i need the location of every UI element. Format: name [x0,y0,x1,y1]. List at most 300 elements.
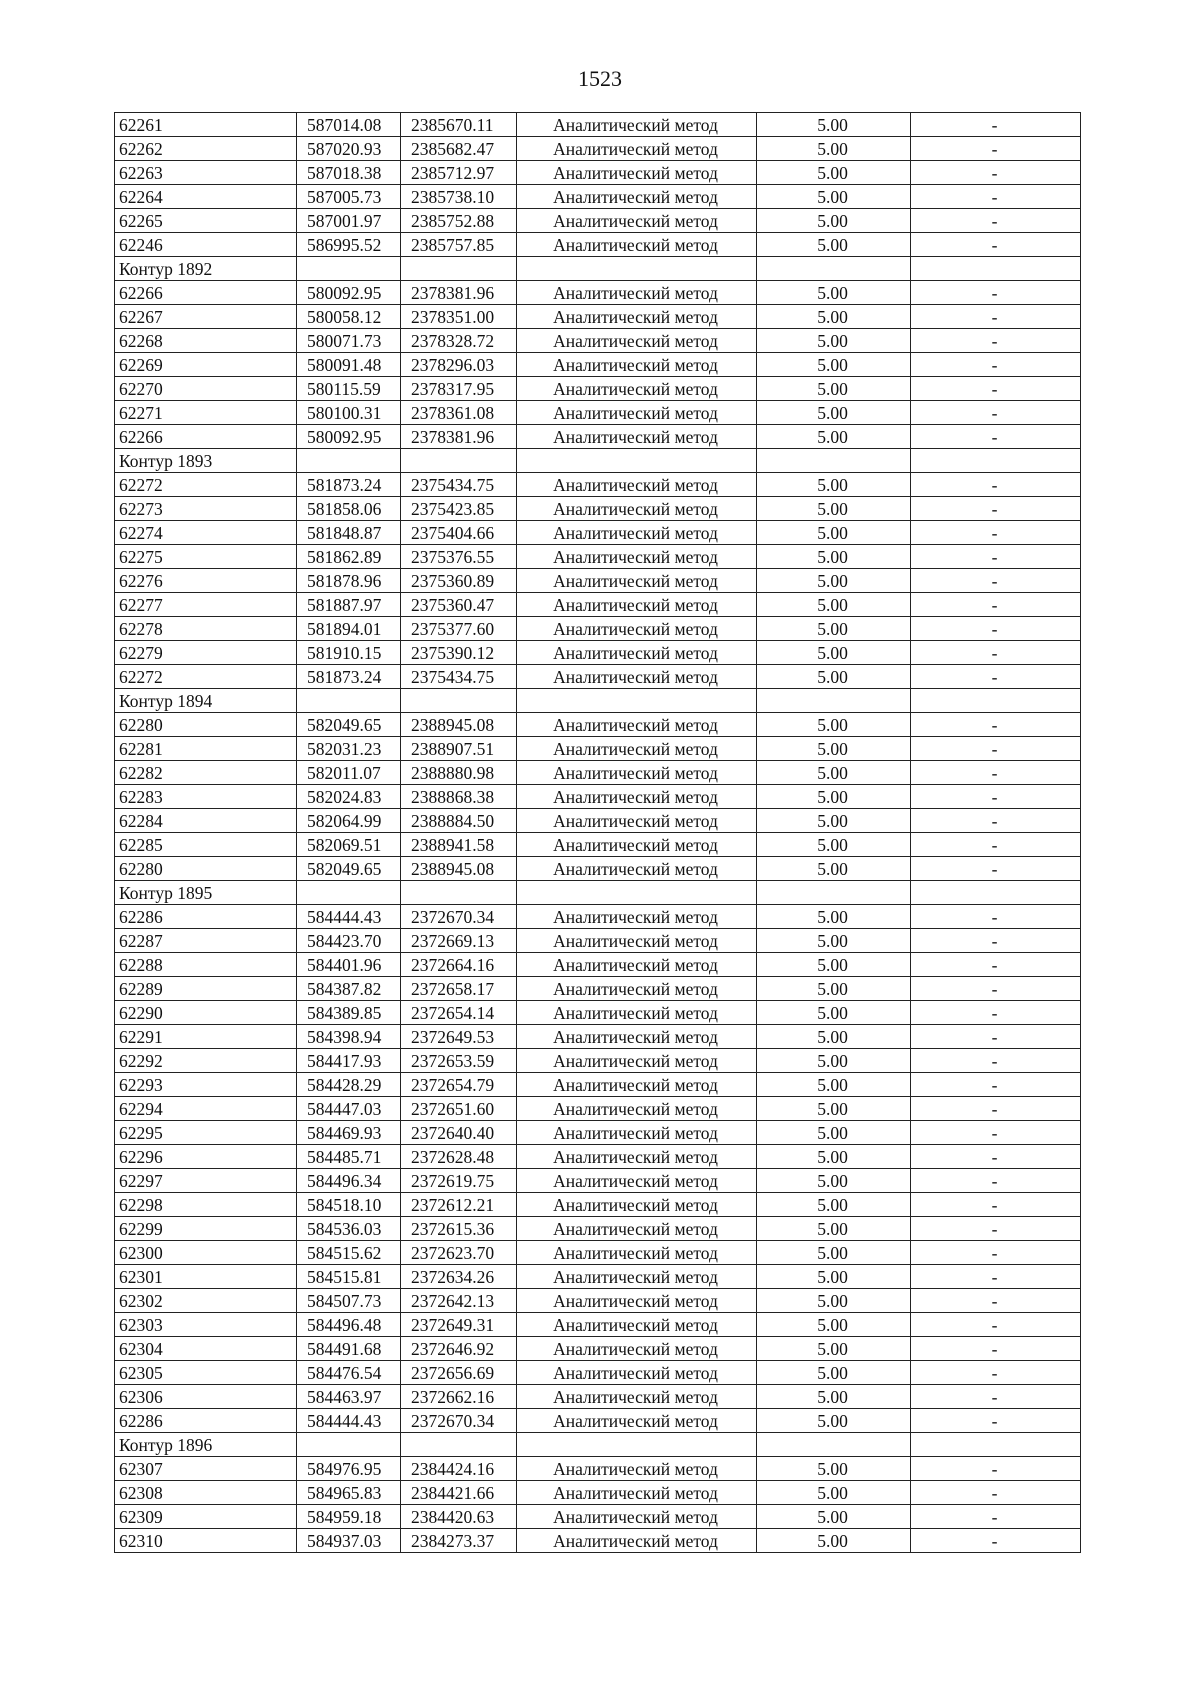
x-coordinate-cell: 584507.73 [297,1289,401,1313]
point-id-cell: 62286 [115,905,297,929]
y-coordinate-cell: 2385752.88 [401,209,517,233]
point-id-cell: 62292 [115,1049,297,1073]
extra-cell: - [911,1193,1081,1217]
point-id-cell: 62307 [115,1457,297,1481]
x-coordinate-cell: 582069.51 [297,833,401,857]
accuracy-cell: 5.00 [757,569,911,593]
extra-cell: - [911,1529,1081,1553]
table-row [115,1193,1081,1217]
table-row [115,1361,1081,1385]
table-row [115,1073,1081,1097]
y-coordinate-cell: 2378296.03 [401,353,517,377]
y-coordinate-cell: 2372649.53 [401,1025,517,1049]
method-cell: Аналитический метод [517,713,757,737]
extra-cell: - [911,1505,1081,1529]
y-coordinate-cell: 2372654.79 [401,1073,517,1097]
accuracy-cell: 5.00 [757,1097,911,1121]
extra-cell: - [911,185,1081,209]
method-cell: Аналитический метод [517,377,757,401]
y-coordinate-cell: 2375434.75 [401,473,517,497]
extra-cell: - [911,569,1081,593]
y-coordinate-cell: 2388945.08 [401,857,517,881]
empty-cell [401,257,517,281]
y-coordinate-cell: 2378381.96 [401,425,517,449]
extra-cell: - [911,1313,1081,1337]
y-coordinate-cell: 2375360.47 [401,593,517,617]
table-row [115,113,1081,137]
accuracy-cell: 5.00 [757,1337,911,1361]
extra-cell: - [911,305,1081,329]
method-cell: Аналитический метод [517,209,757,233]
method-cell: Аналитический метод [517,113,757,137]
accuracy-cell: 5.00 [757,401,911,425]
accuracy-cell: 5.00 [757,809,911,833]
point-id-cell: 62279 [115,641,297,665]
point-id-cell: 62262 [115,137,297,161]
extra-cell: - [911,1289,1081,1313]
method-cell: Аналитический метод [517,281,757,305]
accuracy-cell: 5.00 [757,1289,911,1313]
point-id-cell: 62295 [115,1121,297,1145]
accuracy-cell: 5.00 [757,1073,911,1097]
table-row [115,857,1081,881]
method-cell: Аналитический метод [517,617,757,641]
x-coordinate-cell: 584965.83 [297,1481,401,1505]
extra-cell: - [911,833,1081,857]
extra-cell: - [911,137,1081,161]
y-coordinate-cell: 2378317.95 [401,377,517,401]
method-cell: Аналитический метод [517,497,757,521]
table-row [115,833,1081,857]
x-coordinate-cell: 587018.38 [297,161,401,185]
y-coordinate-cell: 2372642.13 [401,1289,517,1313]
point-id-cell: 62293 [115,1073,297,1097]
y-coordinate-cell: 2378361.08 [401,401,517,425]
y-coordinate-cell: 2385712.97 [401,161,517,185]
accuracy-cell: 5.00 [757,1361,911,1385]
extra-cell: - [911,761,1081,785]
y-coordinate-cell: 2375423.85 [401,497,517,521]
y-coordinate-cell: 2372653.59 [401,1049,517,1073]
accuracy-cell: 5.00 [757,1049,911,1073]
y-coordinate-cell: 2372670.34 [401,1409,517,1433]
y-coordinate-cell: 2375434.75 [401,665,517,689]
point-id-cell: 62298 [115,1193,297,1217]
extra-cell: - [911,473,1081,497]
method-cell: Аналитический метод [517,857,757,881]
y-coordinate-cell: 2378351.00 [401,305,517,329]
extra-cell: - [911,545,1081,569]
empty-cell [911,449,1081,473]
extra-cell: - [911,233,1081,257]
x-coordinate-cell: 584444.43 [297,905,401,929]
y-coordinate-cell: 2385670.11 [401,113,517,137]
extra-cell: - [911,1145,1081,1169]
point-id-cell: 62310 [115,1529,297,1553]
method-cell: Аналитический метод [517,1241,757,1265]
point-id-cell: 62302 [115,1289,297,1313]
point-id-cell: 62303 [115,1313,297,1337]
accuracy-cell: 5.00 [757,641,911,665]
method-cell: Аналитический метод [517,785,757,809]
x-coordinate-cell: 584423.70 [297,929,401,953]
point-id-cell: 62272 [115,665,297,689]
y-coordinate-cell: 2372658.17 [401,977,517,1001]
table-row [115,761,1081,785]
point-id-cell: 62246 [115,233,297,257]
point-id-cell: 62282 [115,761,297,785]
point-id-cell: 62261 [115,113,297,137]
y-coordinate-cell: 2372634.26 [401,1265,517,1289]
table-row [115,1001,1081,1025]
accuracy-cell: 5.00 [757,1505,911,1529]
y-coordinate-cell: 2375390.12 [401,641,517,665]
extra-cell: - [911,329,1081,353]
point-id-cell: 62267 [115,305,297,329]
x-coordinate-cell: 580115.59 [297,377,401,401]
y-coordinate-cell: 2388880.98 [401,761,517,785]
table-row [115,401,1081,425]
point-id-cell: 62269 [115,353,297,377]
table-row [115,1025,1081,1049]
x-coordinate-cell: 581887.97 [297,593,401,617]
table-row [115,1049,1081,1073]
extra-cell: - [911,593,1081,617]
table-row [115,1241,1081,1265]
extra-cell: - [911,161,1081,185]
point-id-cell: 62301 [115,1265,297,1289]
x-coordinate-cell: 580091.48 [297,353,401,377]
table-row [115,1145,1081,1169]
y-coordinate-cell: 2372646.92 [401,1337,517,1361]
extra-cell: - [911,665,1081,689]
table-row [115,1121,1081,1145]
accuracy-cell: 5.00 [757,737,911,761]
x-coordinate-cell: 582031.23 [297,737,401,761]
extra-cell: - [911,1361,1081,1385]
y-coordinate-cell: 2372670.34 [401,905,517,929]
method-cell: Аналитический метод [517,929,757,953]
point-id-cell: 62277 [115,593,297,617]
empty-cell [401,881,517,905]
table-row [115,737,1081,761]
point-id-cell: 62288 [115,953,297,977]
accuracy-cell: 5.00 [757,1457,911,1481]
accuracy-cell: 5.00 [757,1241,911,1265]
accuracy-cell: 5.00 [757,857,911,881]
x-coordinate-cell: 584447.03 [297,1097,401,1121]
extra-cell: - [911,857,1081,881]
table-row [115,281,1081,305]
x-coordinate-cell: 584444.43 [297,1409,401,1433]
extra-cell: - [911,977,1081,1001]
table-row [115,1529,1081,1553]
y-coordinate-cell: 2384420.63 [401,1505,517,1529]
method-cell: Аналитический метод [517,1001,757,1025]
accuracy-cell: 5.00 [757,209,911,233]
method-cell: Аналитический метод [517,1217,757,1241]
empty-cell [911,689,1081,713]
accuracy-cell: 5.00 [757,1169,911,1193]
extra-cell: - [911,113,1081,137]
y-coordinate-cell: 2372669.13 [401,929,517,953]
empty-cell [911,1433,1081,1457]
point-id-cell: 62266 [115,425,297,449]
contour-header-row [115,689,1081,713]
coordinates-table [114,112,1081,1553]
table-row [115,1481,1081,1505]
accuracy-cell: 5.00 [757,1121,911,1145]
accuracy-cell: 5.00 [757,473,911,497]
x-coordinate-cell: 587014.08 [297,113,401,137]
x-coordinate-cell: 580092.95 [297,425,401,449]
table-row [115,929,1081,953]
extra-cell: - [911,617,1081,641]
method-cell: Аналитический метод [517,977,757,1001]
extra-cell: - [911,929,1081,953]
method-cell: Аналитический метод [517,1265,757,1289]
y-coordinate-cell: 2375377.60 [401,617,517,641]
x-coordinate-cell: 584515.81 [297,1265,401,1289]
method-cell: Аналитический метод [517,1193,757,1217]
table-row [115,353,1081,377]
accuracy-cell: 5.00 [757,497,911,521]
table-row [115,329,1081,353]
method-cell: Аналитический метод [517,1097,757,1121]
table-row [115,1289,1081,1313]
point-id-cell: 62281 [115,737,297,761]
point-id-cell: 62285 [115,833,297,857]
y-coordinate-cell: 2384421.66 [401,1481,517,1505]
method-cell: Аналитический метод [517,1145,757,1169]
x-coordinate-cell: 584463.97 [297,1385,401,1409]
method-cell: Аналитический метод [517,1481,757,1505]
point-id-cell: 62290 [115,1001,297,1025]
accuracy-cell: 5.00 [757,905,911,929]
x-coordinate-cell: 584469.93 [297,1121,401,1145]
point-id-cell: 62280 [115,713,297,737]
table-row [115,1505,1081,1529]
empty-cell [517,449,757,473]
extra-cell: - [911,905,1081,929]
y-coordinate-cell: 2385738.10 [401,185,517,209]
empty-cell [297,689,401,713]
x-coordinate-cell: 582024.83 [297,785,401,809]
method-cell: Аналитический метод [517,761,757,785]
x-coordinate-cell: 582049.65 [297,857,401,881]
method-cell: Аналитический метод [517,1289,757,1313]
accuracy-cell: 5.00 [757,1217,911,1241]
point-id-cell: 62278 [115,617,297,641]
table-row [115,233,1081,257]
accuracy-cell: 5.00 [757,353,911,377]
y-coordinate-cell: 2375404.66 [401,521,517,545]
accuracy-cell: 5.00 [757,1529,911,1553]
table-row [115,569,1081,593]
table-row [115,713,1081,737]
table-row [115,521,1081,545]
y-coordinate-cell: 2388941.58 [401,833,517,857]
page-number: 1523 [578,66,622,91]
x-coordinate-cell: 584417.93 [297,1049,401,1073]
x-coordinate-cell: 580100.31 [297,401,401,425]
empty-cell [297,449,401,473]
table-row [115,1313,1081,1337]
table-row [115,209,1081,233]
table-row [115,785,1081,809]
extra-cell: - [911,1217,1081,1241]
extra-cell: - [911,281,1081,305]
method-cell: Аналитический метод [517,641,757,665]
table-row [115,1409,1081,1433]
extra-cell: - [911,497,1081,521]
accuracy-cell: 5.00 [757,1025,911,1049]
point-id-cell: 62306 [115,1385,297,1409]
extra-cell: - [911,1457,1081,1481]
empty-cell [757,449,911,473]
x-coordinate-cell: 587001.97 [297,209,401,233]
extra-cell: - [911,785,1081,809]
table-row [115,593,1081,617]
y-coordinate-cell: 2372615.36 [401,1217,517,1241]
x-coordinate-cell: 586995.52 [297,233,401,257]
contour-label: Контур 1893 [115,449,297,473]
x-coordinate-cell: 587005.73 [297,185,401,209]
method-cell: Аналитический метод [517,1457,757,1481]
y-coordinate-cell: 2375360.89 [401,569,517,593]
method-cell: Аналитический метод [517,1049,757,1073]
method-cell: Аналитический метод [517,305,757,329]
method-cell: Аналитический метод [517,665,757,689]
x-coordinate-cell: 584976.95 [297,1457,401,1481]
x-coordinate-cell: 584515.62 [297,1241,401,1265]
extra-cell: - [911,1025,1081,1049]
extra-cell: - [911,1241,1081,1265]
accuracy-cell: 5.00 [757,1313,911,1337]
y-coordinate-cell: 2385682.47 [401,137,517,161]
method-cell: Аналитический метод [517,1121,757,1145]
y-coordinate-cell: 2375376.55 [401,545,517,569]
empty-cell [517,881,757,905]
empty-cell [757,257,911,281]
empty-cell [401,449,517,473]
y-coordinate-cell: 2372651.60 [401,1097,517,1121]
point-id-cell: 62300 [115,1241,297,1265]
table-row [115,161,1081,185]
y-coordinate-cell: 2388907.51 [401,737,517,761]
method-cell: Аналитический метод [517,185,757,209]
x-coordinate-cell: 581894.01 [297,617,401,641]
empty-cell [517,257,757,281]
point-id-cell: 62270 [115,377,297,401]
method-cell: Аналитический метод [517,1073,757,1097]
x-coordinate-cell: 581873.24 [297,665,401,689]
table-row [115,1337,1081,1361]
method-cell: Аналитический метод [517,233,757,257]
extra-cell: - [911,1337,1081,1361]
method-cell: Аналитический метод [517,1169,757,1193]
y-coordinate-cell: 2388868.38 [401,785,517,809]
y-coordinate-cell: 2372649.31 [401,1313,517,1337]
contour-header-row [115,257,1081,281]
method-cell: Аналитический метод [517,905,757,929]
empty-cell [517,1433,757,1457]
table-row [115,905,1081,929]
method-cell: Аналитический метод [517,569,757,593]
y-coordinate-cell: 2388884.50 [401,809,517,833]
x-coordinate-cell: 584401.96 [297,953,401,977]
method-cell: Аналитический метод [517,473,757,497]
extra-cell: - [911,1073,1081,1097]
x-coordinate-cell: 584387.82 [297,977,401,1001]
table-row [115,1385,1081,1409]
accuracy-cell: 5.00 [757,953,911,977]
table-row [115,473,1081,497]
extra-cell: - [911,377,1081,401]
accuracy-cell: 5.00 [757,833,911,857]
empty-cell [297,257,401,281]
y-coordinate-cell: 2372623.70 [401,1241,517,1265]
method-cell: Аналитический метод [517,161,757,185]
accuracy-cell: 5.00 [757,305,911,329]
method-cell: Аналитический метод [517,137,757,161]
extra-cell: - [911,401,1081,425]
accuracy-cell: 5.00 [757,1193,911,1217]
table-row [115,137,1081,161]
contour-header-row [115,449,1081,473]
contour-label: Контур 1894 [115,689,297,713]
y-coordinate-cell: 2378328.72 [401,329,517,353]
point-id-cell: 62268 [115,329,297,353]
extra-cell: - [911,1121,1081,1145]
accuracy-cell: 5.00 [757,785,911,809]
contour-header-row [115,1433,1081,1457]
accuracy-cell: 5.00 [757,1265,911,1289]
point-id-cell: 62263 [115,161,297,185]
accuracy-cell: 5.00 [757,713,911,737]
extra-cell: - [911,809,1081,833]
method-cell: Аналитический метод [517,425,757,449]
accuracy-cell: 5.00 [757,281,911,305]
table-row [115,1097,1081,1121]
contour-label: Контур 1895 [115,881,297,905]
extra-cell: - [911,1481,1081,1505]
empty-cell [757,689,911,713]
empty-cell [911,881,1081,905]
y-coordinate-cell: 2388945.08 [401,713,517,737]
y-coordinate-cell: 2372619.75 [401,1169,517,1193]
extra-cell: - [911,1049,1081,1073]
point-id-cell: 62274 [115,521,297,545]
point-id-cell: 62309 [115,1505,297,1529]
x-coordinate-cell: 584428.29 [297,1073,401,1097]
table-row [115,305,1081,329]
y-coordinate-cell: 2378381.96 [401,281,517,305]
x-coordinate-cell: 580071.73 [297,329,401,353]
empty-cell [911,257,1081,281]
empty-cell [757,881,911,905]
point-id-cell: 62291 [115,1025,297,1049]
x-coordinate-cell: 584491.68 [297,1337,401,1361]
table-row [115,641,1081,665]
extra-cell: - [911,1265,1081,1289]
y-coordinate-cell: 2372662.16 [401,1385,517,1409]
point-id-cell: 62266 [115,281,297,305]
point-id-cell: 62297 [115,1169,297,1193]
x-coordinate-cell: 582049.65 [297,713,401,737]
method-cell: Аналитический метод [517,737,757,761]
y-coordinate-cell: 2372640.40 [401,1121,517,1145]
